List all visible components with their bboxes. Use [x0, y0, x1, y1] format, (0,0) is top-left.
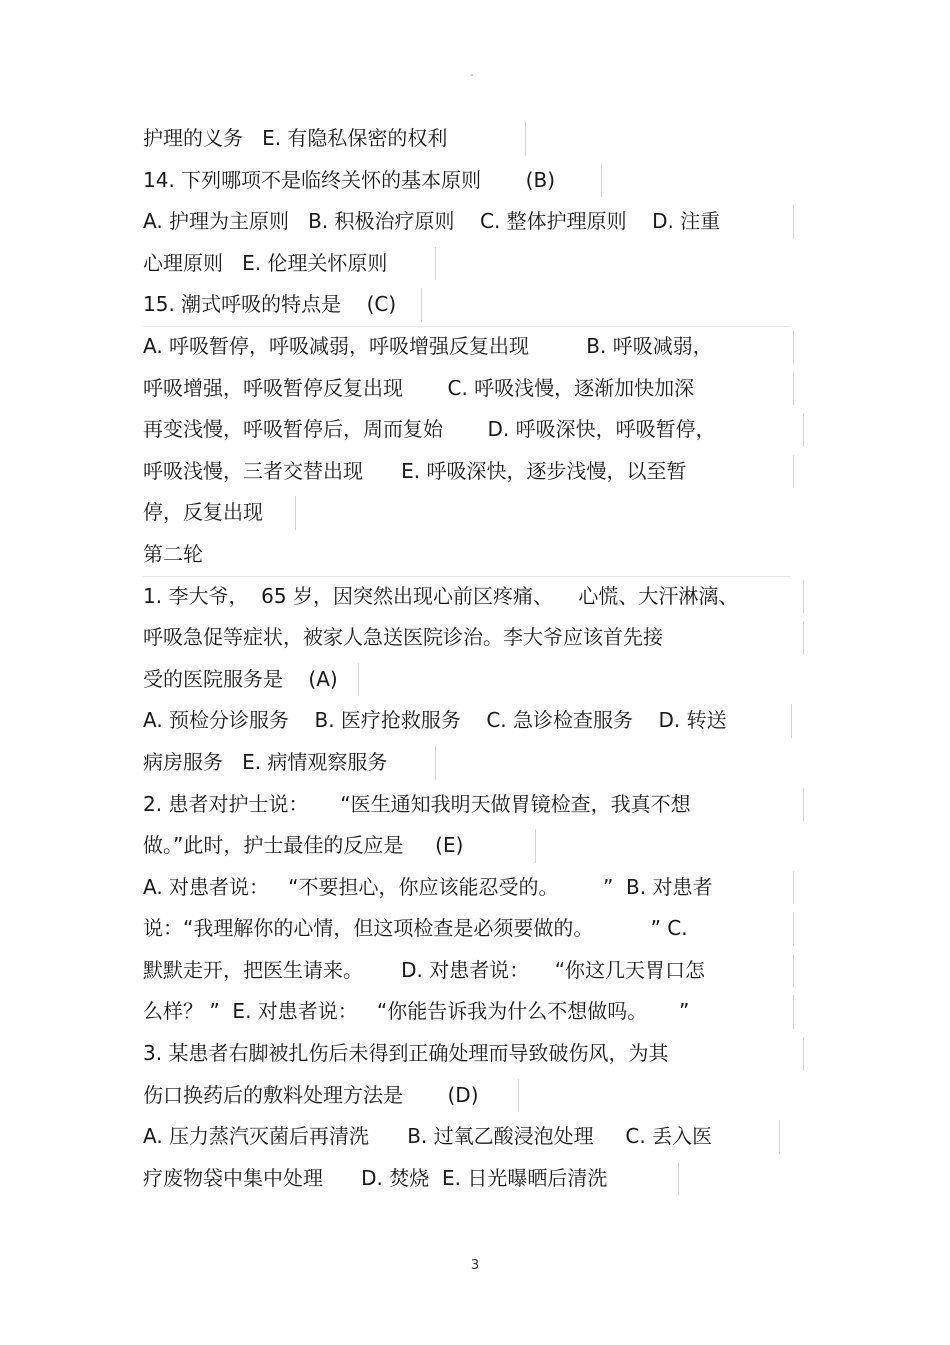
question-line: 伤口换药后的敷料处理方法是 (D): [143, 1075, 803, 1117]
options-line: 呼吸浅慢，三者交替出现 E. 呼吸深快，逐步浅慢，以至暂: [143, 451, 803, 493]
options-line: 病房服务 E. 病情观察服务: [143, 742, 803, 784]
options-line: 呼吸增强，呼吸暂停反复出现 C. 呼吸浅慢，逐渐加快加深: [143, 368, 803, 410]
options-line: 么样？ ” E. 对患者说： “你能告诉我为什么不想做吗。 ”: [143, 991, 803, 1033]
options-line: 默默走开，把医生请来。 D. 对患者说： “你这几天胃口怎: [143, 950, 803, 992]
question-line: 受的医院服务是 (A): [143, 659, 803, 701]
section-heading: 第二轮: [143, 541, 203, 566]
question-line: 14. 下列哪项不是临终关怀的基本原则 (B): [143, 160, 803, 202]
options-line: 再变浅慢，呼吸暂停后，周而复始 D. 呼吸深快，呼吸暂停，: [143, 409, 803, 451]
question-line: 做。”此时，护士最佳的反应是 (E): [143, 825, 803, 867]
question-line: 呼吸急促等症状，被家人急送医院诊治。李大爷应该首先接: [143, 617, 803, 659]
options-line: 说：“我理解你的心情，但这项检查是必须要做的。 ” C.: [143, 908, 803, 950]
options-line: A. 压力蒸汽灭菌后再清洗 B. 过氧乙酸浸泡处理 C. 丢入医: [143, 1116, 803, 1158]
options-line: A. 呼吸暂停，呼吸减弱，呼吸增强反复出现 B. 呼吸减弱，: [143, 326, 803, 368]
document-body: [143, 118, 803, 1199]
options-line: 疗废物袋中集中处理 D. 焚烧 E. 日光曝晒后清洗: [143, 1158, 803, 1200]
question-line: 1. 李大爷， 65 岁，因突然出现心前区疼痛、 心慌、大汗淋漓、: [143, 576, 803, 618]
options-line: A. 预检分诊服务 B. 医疗抢救服务 C. 急诊检查服务 D. 转送: [143, 700, 803, 742]
question-line: 2. 患者对护士说： “医生通知我明天做胃镜检查，我真不想: [143, 784, 803, 826]
question-line: 15. 潮式呼吸的特点是 (C): [143, 284, 803, 326]
options-line: 心理原则 E. 伦理关怀原则: [143, 243, 803, 285]
page-top-mark: -: [470, 70, 474, 81]
options-line: A. 对患者说： “不要担心，你应该能忍受的。 ” B. 对患者: [143, 867, 803, 909]
options-line: 停，反复出现: [143, 492, 803, 534]
options-line: A. 护理为主原则 B. 积极治疗原则 C. 整体护理原则 D. 注重: [143, 201, 803, 243]
question-line: 3. 某患者右脚被扎伤后未得到正确处理而导致破伤风，为其: [143, 1033, 803, 1075]
text-line: 护理的义务 E. 有隐私保密的权利: [143, 118, 803, 160]
page-number: 3: [470, 1258, 480, 1273]
